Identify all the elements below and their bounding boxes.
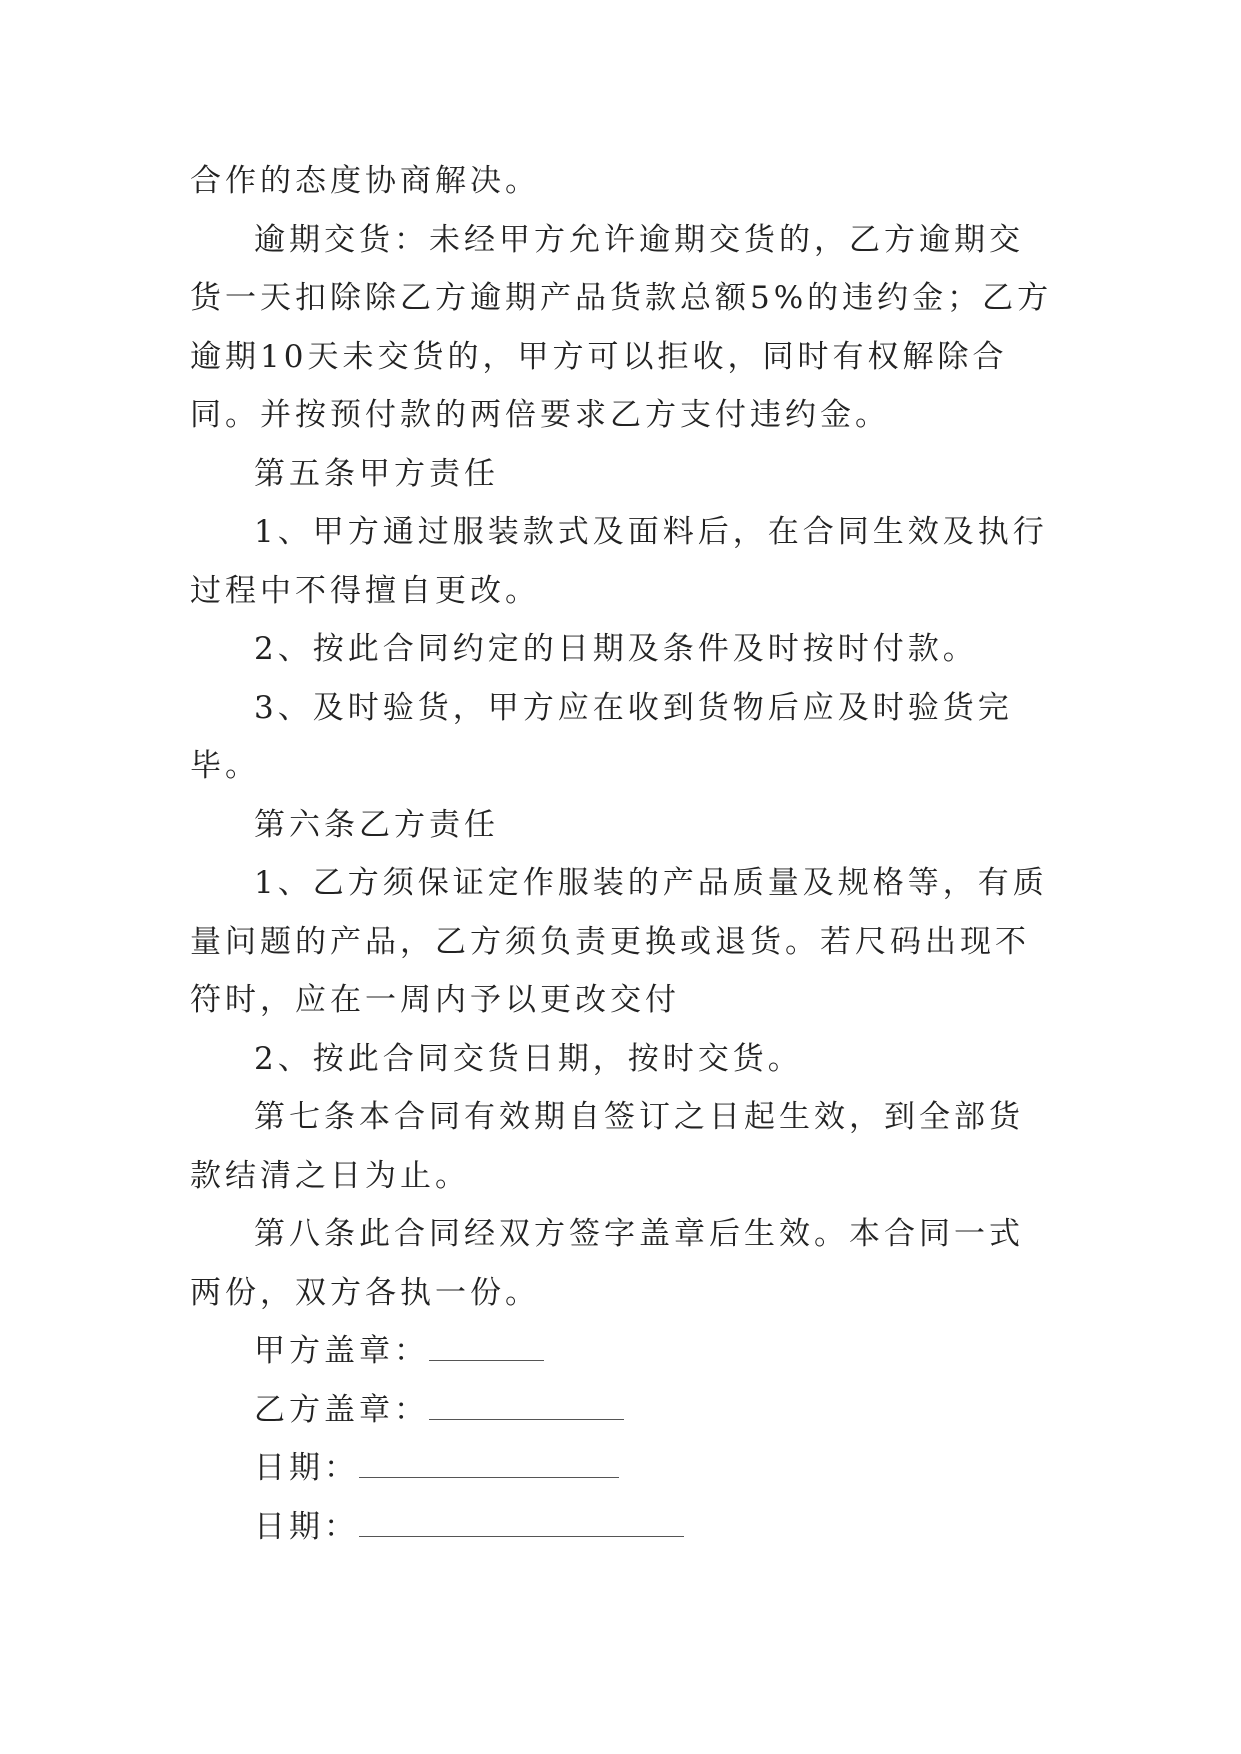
signature-label: 乙方盖章： bbox=[254, 1391, 429, 1428]
paragraph-continuation: 合作的态度协商解决。 bbox=[190, 163, 540, 199]
paragraph-party-a-item-1: 1、甲方通过服装款式及面料后，在合同生效及执行过程中不得擅自更改。 bbox=[190, 514, 1048, 609]
signature-party-b bbox=[190, 1381, 1058, 1440]
paragraph-party-a-item-3: 3、及时验货，甲方应在收到货物后应及时验货完毕。 bbox=[190, 689, 1013, 784]
signature-blank-line bbox=[429, 1338, 544, 1361]
date-blank-line bbox=[359, 1514, 684, 1537]
heading-article-5: 第五条甲方责任 bbox=[254, 455, 499, 492]
heading-article-6: 第六条乙方责任 bbox=[254, 806, 499, 843]
paragraph-party-b-item-2: 2、按此合同交货日期，按时交货。 bbox=[254, 1040, 803, 1077]
date-label: 日期： bbox=[254, 1508, 359, 1545]
paragraph-party-b-item-1: 1、乙方须保证定作服装的产品质量及规格等，有质量问题的产品，乙方须负责更换或退货。若尺码出现不符时，应在一周内予以更改交付 bbox=[190, 865, 1048, 1018]
signature-party-a bbox=[190, 1322, 1058, 1381]
date-line-2 bbox=[190, 1498, 1058, 1557]
signature-label: 甲方盖章： bbox=[254, 1333, 429, 1369]
contract-body bbox=[190, 152, 1058, 1556]
date-line-1 bbox=[190, 1439, 1058, 1498]
date-blank-line bbox=[359, 1455, 619, 1478]
signature-blank-line bbox=[429, 1397, 624, 1420]
date-label: 日期： bbox=[254, 1450, 359, 1486]
paragraph-article-7: 第七条本合同有效期自签订之日起生效，到全部货款结清之日为止。 bbox=[190, 1099, 1024, 1194]
paragraph-late-delivery: 逾期交货：未经甲方允许逾期交货的，乙方逾期交货一天扣除除乙方逾期产品货款总额5%的违约金；乙方逾期10天未交货的，甲方可以拒收，同时有权解除合同。并按预付款的两倍要求乙方支付违约金。 bbox=[190, 221, 1053, 433]
paragraph-party-a-item-2: 2、按此合同约定的日期及条件及时按时付款。 bbox=[254, 631, 978, 667]
paragraph-article-8: 第八条此合同经双方签字盖章后生效。本合同一式两份，双方各执一份。 bbox=[190, 1216, 1024, 1311]
